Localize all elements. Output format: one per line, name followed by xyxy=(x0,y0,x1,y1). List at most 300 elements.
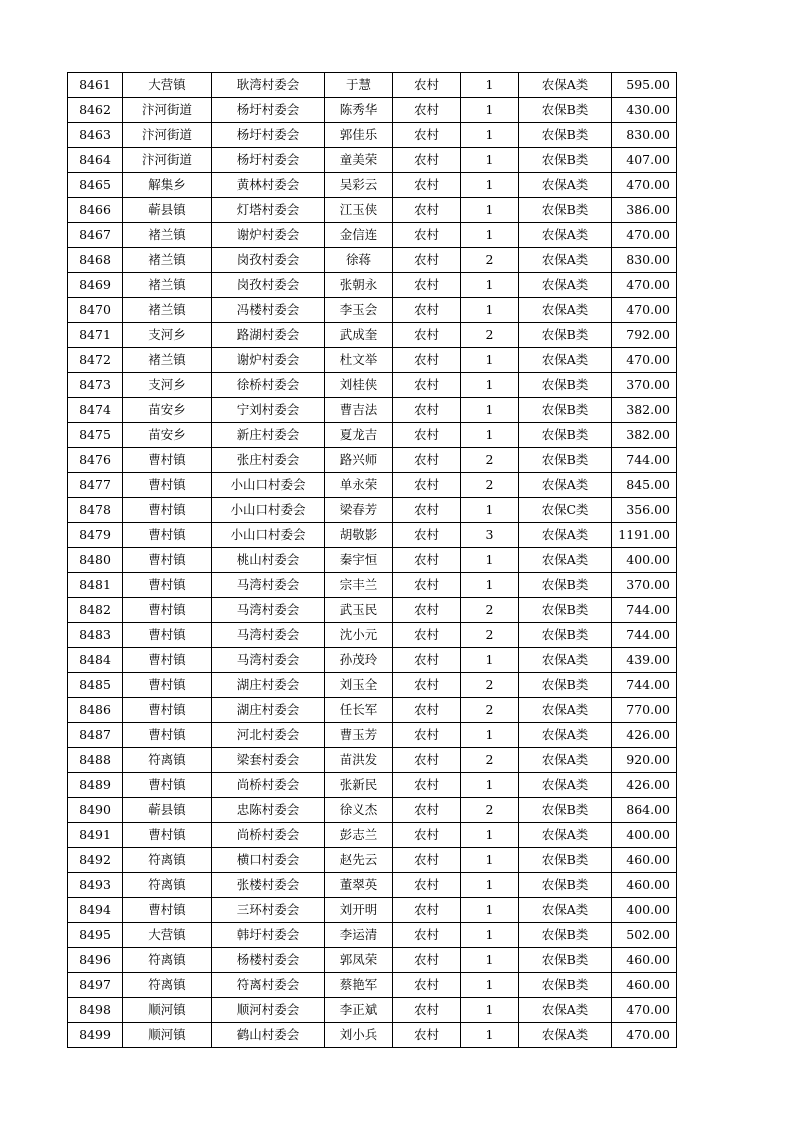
household-size-cell: 1 xyxy=(461,373,519,398)
person-name-cell: 李正斌 xyxy=(325,998,393,1023)
residence-type-cell: 农村 xyxy=(393,723,461,748)
insurance-category-cell: 农保A类 xyxy=(519,273,612,298)
township-cell: 大营镇 xyxy=(123,923,212,948)
insurance-category-cell: 农保A类 xyxy=(519,698,612,723)
household-size-cell: 2 xyxy=(461,623,519,648)
insurance-category-cell: 农保A类 xyxy=(519,523,612,548)
village-committee-cell: 杨圩村委会 xyxy=(212,123,325,148)
person-name-cell: 徐义杰 xyxy=(325,798,393,823)
village-committee-cell: 谢炉村委会 xyxy=(212,223,325,248)
person-name-cell: 徐蒋 xyxy=(325,248,393,273)
township-cell: 蕲县镇 xyxy=(123,798,212,823)
amount-cell: 386.00 xyxy=(612,198,677,223)
residence-type-cell: 农村 xyxy=(393,473,461,498)
table-row xyxy=(68,223,677,248)
village-committee-cell: 湖庄村委会 xyxy=(212,698,325,723)
village-committee-cell: 横口村委会 xyxy=(212,848,325,873)
household-size-cell: 2 xyxy=(461,748,519,773)
table-row xyxy=(68,723,677,748)
village-committee-cell: 张楼村委会 xyxy=(212,873,325,898)
village-committee-cell: 宁刘村委会 xyxy=(212,398,325,423)
person-name-cell: 陈秀华 xyxy=(325,98,393,123)
village-committee-cell: 忠陈村委会 xyxy=(212,798,325,823)
person-name-cell: 梁春芳 xyxy=(325,498,393,523)
amount-cell: 920.00 xyxy=(612,748,677,773)
person-name-cell: 武玉民 xyxy=(325,598,393,623)
amount-cell: 744.00 xyxy=(612,673,677,698)
township-cell: 支河乡 xyxy=(123,323,212,348)
household-size-cell: 1 xyxy=(461,273,519,298)
row-number-cell: 8496 xyxy=(68,948,123,973)
person-name-cell: 孙茂玲 xyxy=(325,648,393,673)
insurance-category-cell: 农保B类 xyxy=(519,573,612,598)
row-number-cell: 8466 xyxy=(68,198,123,223)
village-committee-cell: 鹤山村委会 xyxy=(212,1023,325,1048)
village-committee-cell: 马湾村委会 xyxy=(212,623,325,648)
person-name-cell: 曹玉芳 xyxy=(325,723,393,748)
residence-type-cell: 农村 xyxy=(393,648,461,673)
amount-cell: 439.00 xyxy=(612,648,677,673)
amount-cell: 426.00 xyxy=(612,723,677,748)
village-committee-cell: 岗孜村委会 xyxy=(212,273,325,298)
amount-cell: 426.00 xyxy=(612,773,677,798)
row-number-cell: 8482 xyxy=(68,598,123,623)
table-row xyxy=(68,873,677,898)
village-committee-cell: 桃山村委会 xyxy=(212,548,325,573)
table-row xyxy=(68,273,677,298)
insurance-category-cell: 农保A类 xyxy=(519,898,612,923)
township-cell: 曹村镇 xyxy=(123,623,212,648)
person-name-cell: 单永荣 xyxy=(325,473,393,498)
household-size-cell: 1 xyxy=(461,298,519,323)
insurance-category-cell: 农保B类 xyxy=(519,948,612,973)
row-number-cell: 8481 xyxy=(68,573,123,598)
township-cell: 符离镇 xyxy=(123,748,212,773)
household-size-cell: 1 xyxy=(461,348,519,373)
amount-cell: 845.00 xyxy=(612,473,677,498)
township-cell: 曹村镇 xyxy=(123,498,212,523)
residence-type-cell: 农村 xyxy=(393,248,461,273)
village-committee-cell: 梁套村委会 xyxy=(212,748,325,773)
village-committee-cell: 灯塔村委会 xyxy=(212,198,325,223)
amount-cell: 460.00 xyxy=(612,973,677,998)
village-committee-cell: 尚桥村委会 xyxy=(212,823,325,848)
row-number-cell: 8464 xyxy=(68,148,123,173)
row-number-cell: 8488 xyxy=(68,748,123,773)
village-committee-cell: 小山口村委会 xyxy=(212,473,325,498)
table-row xyxy=(68,73,677,98)
amount-cell: 830.00 xyxy=(612,123,677,148)
insurance-category-cell: 农保B类 xyxy=(519,398,612,423)
amount-cell: 382.00 xyxy=(612,398,677,423)
person-name-cell: 曹吉法 xyxy=(325,398,393,423)
table-row xyxy=(68,348,677,373)
household-size-cell: 2 xyxy=(461,248,519,273)
insurance-category-cell: 农保B类 xyxy=(519,98,612,123)
row-number-cell: 8463 xyxy=(68,123,123,148)
row-number-cell: 8473 xyxy=(68,373,123,398)
row-number-cell: 8498 xyxy=(68,998,123,1023)
table-row xyxy=(68,848,677,873)
residence-type-cell: 农村 xyxy=(393,448,461,473)
township-cell: 褚兰镇 xyxy=(123,298,212,323)
amount-cell: 744.00 xyxy=(612,623,677,648)
amount-cell: 470.00 xyxy=(612,348,677,373)
amount-cell: 356.00 xyxy=(612,498,677,523)
township-cell: 蕲县镇 xyxy=(123,198,212,223)
insurance-category-cell: 农保A类 xyxy=(519,298,612,323)
insurance-category-cell: 农保B类 xyxy=(519,848,612,873)
row-number-cell: 8470 xyxy=(68,298,123,323)
amount-cell: 864.00 xyxy=(612,798,677,823)
insurance-category-cell: 农保B类 xyxy=(519,873,612,898)
township-cell: 曹村镇 xyxy=(123,898,212,923)
insurance-category-cell: 农保B类 xyxy=(519,973,612,998)
row-number-cell: 8465 xyxy=(68,173,123,198)
row-number-cell: 8484 xyxy=(68,648,123,673)
residence-type-cell: 农村 xyxy=(393,223,461,248)
table-row xyxy=(68,1023,677,1048)
residence-type-cell: 农村 xyxy=(393,523,461,548)
table-row xyxy=(68,973,677,998)
village-committee-cell: 韩圩村委会 xyxy=(212,923,325,948)
residence-type-cell: 农村 xyxy=(393,698,461,723)
amount-cell: 470.00 xyxy=(612,223,677,248)
person-name-cell: 张朝永 xyxy=(325,273,393,298)
village-committee-cell: 小山口村委会 xyxy=(212,523,325,548)
village-committee-cell: 符离村委会 xyxy=(212,973,325,998)
amount-cell: 770.00 xyxy=(612,698,677,723)
village-committee-cell: 冯楼村委会 xyxy=(212,298,325,323)
person-name-cell: 苗洪发 xyxy=(325,748,393,773)
township-cell: 曹村镇 xyxy=(123,698,212,723)
household-size-cell: 1 xyxy=(461,73,519,98)
township-cell: 曹村镇 xyxy=(123,548,212,573)
township-cell: 支河乡 xyxy=(123,373,212,398)
residence-type-cell: 农村 xyxy=(393,498,461,523)
residence-type-cell: 农村 xyxy=(393,373,461,398)
row-number-cell: 8472 xyxy=(68,348,123,373)
village-committee-cell: 张庄村委会 xyxy=(212,448,325,473)
row-number-cell: 8467 xyxy=(68,223,123,248)
residence-type-cell: 农村 xyxy=(393,348,461,373)
township-cell: 苗安乡 xyxy=(123,398,212,423)
household-size-cell: 1 xyxy=(461,973,519,998)
household-size-cell: 1 xyxy=(461,148,519,173)
person-name-cell: 杜文举 xyxy=(325,348,393,373)
household-size-cell: 2 xyxy=(461,323,519,348)
table-row xyxy=(68,698,677,723)
residence-type-cell: 农村 xyxy=(393,598,461,623)
township-cell: 汴河街道 xyxy=(123,123,212,148)
residence-type-cell: 农村 xyxy=(393,173,461,198)
person-name-cell: 刘桂侠 xyxy=(325,373,393,398)
row-number-cell: 8495 xyxy=(68,923,123,948)
insurance-category-cell: 农保B类 xyxy=(519,373,612,398)
insurance-category-cell: 农保A类 xyxy=(519,723,612,748)
township-cell: 苗安乡 xyxy=(123,423,212,448)
person-name-cell: 路兴师 xyxy=(325,448,393,473)
person-name-cell: 蔡艳军 xyxy=(325,973,393,998)
amount-cell: 470.00 xyxy=(612,173,677,198)
amount-cell: 370.00 xyxy=(612,573,677,598)
amount-cell: 470.00 xyxy=(612,998,677,1023)
table-row xyxy=(68,298,677,323)
amount-cell: 400.00 xyxy=(612,823,677,848)
person-name-cell: 胡敬影 xyxy=(325,523,393,548)
person-name-cell: 于慧 xyxy=(325,73,393,98)
household-size-cell: 1 xyxy=(461,548,519,573)
township-cell: 顺河镇 xyxy=(123,998,212,1023)
township-cell: 汴河街道 xyxy=(123,148,212,173)
insurance-category-cell: 农保B类 xyxy=(519,148,612,173)
amount-cell: 470.00 xyxy=(612,1023,677,1048)
table-row xyxy=(68,423,677,448)
row-number-cell: 8469 xyxy=(68,273,123,298)
residence-type-cell: 农村 xyxy=(393,848,461,873)
person-name-cell: 金信连 xyxy=(325,223,393,248)
residence-type-cell: 农村 xyxy=(393,323,461,348)
row-number-cell: 8480 xyxy=(68,548,123,573)
household-size-cell: 1 xyxy=(461,923,519,948)
village-committee-cell: 湖庄村委会 xyxy=(212,673,325,698)
table-row xyxy=(68,523,677,548)
residence-type-cell: 农村 xyxy=(393,398,461,423)
person-name-cell: 郭凤荣 xyxy=(325,948,393,973)
insurance-category-cell: 农保B类 xyxy=(519,598,612,623)
household-size-cell: 1 xyxy=(461,873,519,898)
row-number-cell: 8478 xyxy=(68,498,123,523)
residence-type-cell: 农村 xyxy=(393,423,461,448)
person-name-cell: 宗丰兰 xyxy=(325,573,393,598)
residence-type-cell: 农村 xyxy=(393,823,461,848)
insurance-category-cell: 农保A类 xyxy=(519,73,612,98)
village-committee-cell: 杨楼村委会 xyxy=(212,948,325,973)
table-row xyxy=(68,648,677,673)
household-size-cell: 1 xyxy=(461,173,519,198)
township-cell: 曹村镇 xyxy=(123,648,212,673)
insurance-category-cell: 农保B类 xyxy=(519,448,612,473)
table-row xyxy=(68,598,677,623)
township-cell: 曹村镇 xyxy=(123,673,212,698)
household-size-cell: 1 xyxy=(461,848,519,873)
village-committee-cell: 顺河村委会 xyxy=(212,998,325,1023)
row-number-cell: 8487 xyxy=(68,723,123,748)
village-committee-cell: 黄林村委会 xyxy=(212,173,325,198)
table-row xyxy=(68,123,677,148)
person-name-cell: 任长军 xyxy=(325,698,393,723)
amount-cell: 400.00 xyxy=(612,548,677,573)
row-number-cell: 8491 xyxy=(68,823,123,848)
amount-cell: 744.00 xyxy=(612,598,677,623)
amount-cell: 470.00 xyxy=(612,273,677,298)
insurance-category-cell: 农保B类 xyxy=(519,623,612,648)
row-number-cell: 8499 xyxy=(68,1023,123,1048)
row-number-cell: 8479 xyxy=(68,523,123,548)
amount-cell: 595.00 xyxy=(612,73,677,98)
household-size-cell: 1 xyxy=(461,98,519,123)
row-number-cell: 8493 xyxy=(68,873,123,898)
village-committee-cell: 马湾村委会 xyxy=(212,573,325,598)
insurance-category-cell: 农保A类 xyxy=(519,223,612,248)
residence-type-cell: 农村 xyxy=(393,998,461,1023)
table-row xyxy=(68,773,677,798)
household-size-cell: 1 xyxy=(461,398,519,423)
table-row xyxy=(68,573,677,598)
person-name-cell: 江玉侠 xyxy=(325,198,393,223)
insurance-category-cell: 农保A类 xyxy=(519,548,612,573)
table-row xyxy=(68,498,677,523)
amount-cell: 792.00 xyxy=(612,323,677,348)
amount-cell: 430.00 xyxy=(612,98,677,123)
insurance-category-cell: 农保A类 xyxy=(519,1023,612,1048)
township-cell: 褚兰镇 xyxy=(123,348,212,373)
township-cell: 大营镇 xyxy=(123,73,212,98)
township-cell: 曹村镇 xyxy=(123,598,212,623)
row-number-cell: 8492 xyxy=(68,848,123,873)
table-row xyxy=(68,398,677,423)
household-size-cell: 1 xyxy=(461,498,519,523)
person-name-cell: 夏龙吉 xyxy=(325,423,393,448)
residence-type-cell: 农村 xyxy=(393,148,461,173)
village-committee-cell: 杨圩村委会 xyxy=(212,98,325,123)
township-cell: 褚兰镇 xyxy=(123,248,212,273)
village-committee-cell: 小山口村委会 xyxy=(212,498,325,523)
household-size-cell: 1 xyxy=(461,648,519,673)
village-committee-cell: 马湾村委会 xyxy=(212,648,325,673)
township-cell: 曹村镇 xyxy=(123,473,212,498)
amount-cell: 744.00 xyxy=(612,448,677,473)
village-committee-cell: 徐桥村委会 xyxy=(212,373,325,398)
insurance-category-cell: 农保B类 xyxy=(519,323,612,348)
household-size-cell: 2 xyxy=(461,448,519,473)
township-cell: 符离镇 xyxy=(123,973,212,998)
residence-type-cell: 农村 xyxy=(393,123,461,148)
person-name-cell: 赵先云 xyxy=(325,848,393,873)
village-committee-cell: 尚桥村委会 xyxy=(212,773,325,798)
table-row xyxy=(68,898,677,923)
insurance-category-cell: 农保A类 xyxy=(519,823,612,848)
table-row xyxy=(68,948,677,973)
amount-cell: 460.00 xyxy=(612,873,677,898)
row-number-cell: 8468 xyxy=(68,248,123,273)
person-name-cell: 秦宇恒 xyxy=(325,548,393,573)
residence-type-cell: 农村 xyxy=(393,973,461,998)
household-size-cell: 1 xyxy=(461,898,519,923)
insurance-category-cell: 农保A类 xyxy=(519,173,612,198)
village-committee-cell: 三环村委会 xyxy=(212,898,325,923)
village-committee-cell: 马湾村委会 xyxy=(212,598,325,623)
township-cell: 曹村镇 xyxy=(123,773,212,798)
table-row xyxy=(68,248,677,273)
household-size-cell: 3 xyxy=(461,523,519,548)
person-name-cell: 刘开明 xyxy=(325,898,393,923)
township-cell: 褚兰镇 xyxy=(123,273,212,298)
amount-cell: 502.00 xyxy=(612,923,677,948)
household-size-cell: 1 xyxy=(461,123,519,148)
household-size-cell: 2 xyxy=(461,798,519,823)
amount-cell: 400.00 xyxy=(612,898,677,923)
table-row xyxy=(68,373,677,398)
person-name-cell: 武成奎 xyxy=(325,323,393,348)
row-number-cell: 8490 xyxy=(68,798,123,823)
residence-type-cell: 农村 xyxy=(393,623,461,648)
residence-type-cell: 农村 xyxy=(393,1023,461,1048)
household-size-cell: 1 xyxy=(461,198,519,223)
household-size-cell: 1 xyxy=(461,823,519,848)
table-row xyxy=(68,748,677,773)
amount-cell: 370.00 xyxy=(612,373,677,398)
table-row xyxy=(68,473,677,498)
residence-type-cell: 农村 xyxy=(393,873,461,898)
residence-type-cell: 农村 xyxy=(393,673,461,698)
table-row xyxy=(68,98,677,123)
person-name-cell: 李运清 xyxy=(325,923,393,948)
township-cell: 符离镇 xyxy=(123,848,212,873)
residence-type-cell: 农村 xyxy=(393,798,461,823)
residence-type-cell: 农村 xyxy=(393,948,461,973)
row-number-cell: 8486 xyxy=(68,698,123,723)
household-size-cell: 1 xyxy=(461,998,519,1023)
table-row xyxy=(68,198,677,223)
household-size-cell: 1 xyxy=(461,773,519,798)
household-size-cell: 1 xyxy=(461,1023,519,1048)
household-size-cell: 1 xyxy=(461,948,519,973)
table-row xyxy=(68,823,677,848)
township-cell: 褚兰镇 xyxy=(123,223,212,248)
person-name-cell: 刘玉全 xyxy=(325,673,393,698)
village-committee-cell: 河北村委会 xyxy=(212,723,325,748)
amount-cell: 407.00 xyxy=(612,148,677,173)
person-name-cell: 沈小元 xyxy=(325,623,393,648)
township-cell: 顺河镇 xyxy=(123,1023,212,1048)
insurance-category-cell: 农保B类 xyxy=(519,673,612,698)
row-number-cell: 8497 xyxy=(68,973,123,998)
household-size-cell: 2 xyxy=(461,598,519,623)
table-row xyxy=(68,673,677,698)
residence-type-cell: 农村 xyxy=(393,548,461,573)
residence-type-cell: 农村 xyxy=(393,573,461,598)
township-cell: 符离镇 xyxy=(123,873,212,898)
person-name-cell: 张新民 xyxy=(325,773,393,798)
table-row xyxy=(68,323,677,348)
residence-type-cell: 农村 xyxy=(393,73,461,98)
amount-cell: 382.00 xyxy=(612,423,677,448)
township-cell: 曹村镇 xyxy=(123,723,212,748)
row-number-cell: 8475 xyxy=(68,423,123,448)
amount-cell: 830.00 xyxy=(612,248,677,273)
table-row xyxy=(68,173,677,198)
insurance-category-cell: 农保B类 xyxy=(519,123,612,148)
residence-type-cell: 农村 xyxy=(393,98,461,123)
person-name-cell: 郭佳乐 xyxy=(325,123,393,148)
table-row xyxy=(68,923,677,948)
person-name-cell: 刘小兵 xyxy=(325,1023,393,1048)
residence-type-cell: 农村 xyxy=(393,898,461,923)
village-committee-cell: 岗孜村委会 xyxy=(212,248,325,273)
row-number-cell: 8474 xyxy=(68,398,123,423)
benefit-table xyxy=(67,72,677,1048)
insurance-category-cell: 农保A类 xyxy=(519,248,612,273)
insurance-category-cell: 农保B类 xyxy=(519,198,612,223)
insurance-category-cell: 农保C类 xyxy=(519,498,612,523)
household-size-cell: 1 xyxy=(461,573,519,598)
insurance-category-cell: 农保A类 xyxy=(519,748,612,773)
table-row xyxy=(68,548,677,573)
township-cell: 曹村镇 xyxy=(123,448,212,473)
residence-type-cell: 农村 xyxy=(393,773,461,798)
household-size-cell: 2 xyxy=(461,673,519,698)
